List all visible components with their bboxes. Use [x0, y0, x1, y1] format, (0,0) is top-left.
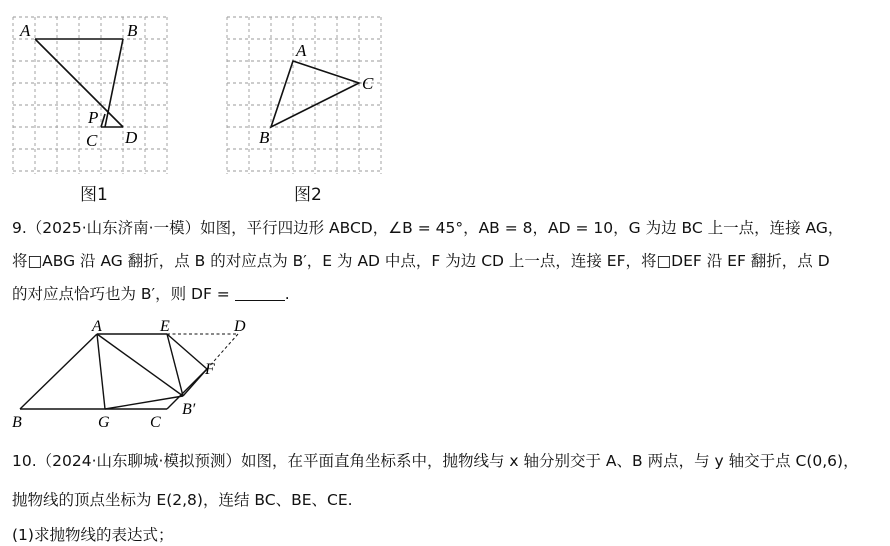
label-E: E [160, 318, 170, 335]
label-B-prime: B′ [182, 401, 196, 418]
q9-line-1: 9.（2025·山东济南·一模）如图，平行四边形 ABCD，∠B = 45°，AB = 8，AD = 10，G 为边 BC 上一点，连接 AG， [12, 219, 844, 237]
q10-line-1: 10.（2024·山东聊城·模拟预测）如图，在平面直角坐标系中，抛物线与 x 轴分别交于 A、B 两点，与 y 轴交于点 C(0,6)， [12, 452, 859, 470]
label-P: P [88, 108, 99, 127]
q10-line-2: 抛物线的顶点坐标为 E(2,8)，连结 BC、BE、CE. [12, 491, 353, 509]
q10-part-1: (1)求抛物线的表达式； [12, 526, 174, 544]
label-G: G [98, 414, 110, 431]
label-C: C [86, 131, 98, 150]
figure-2 [224, 14, 389, 179]
figure-3 [10, 316, 270, 432]
q9-line-3-end: . [284, 285, 290, 303]
dashed-lines [167, 334, 238, 369]
label-B: B [12, 414, 22, 431]
parallelogram-lines [20, 334, 207, 409]
label-A: A [296, 41, 307, 60]
label-A: A [20, 21, 31, 40]
answer-blank[interactable] [235, 286, 285, 301]
q9-line-3 [12, 284, 290, 304]
label-F: F [205, 361, 215, 378]
q9-line-2: 将□ABG 沿 AG 翻折，点 B 的对应点为 B′，E 为 AD 中点，F 为边 CD 上一点，连接 EF，将□DEF 沿 EF 翻折，点 D [12, 252, 830, 270]
label-C: C [362, 74, 374, 93]
figure-1 [10, 14, 175, 179]
label-D: D [234, 318, 246, 335]
label-C: C [150, 414, 161, 431]
label-A: A [92, 318, 102, 335]
figure-2-caption: 图2 [294, 185, 322, 205]
figure-1-caption: 图1 [80, 185, 108, 205]
label-B: B [127, 21, 138, 40]
q9-line-3-text: 的对应点恰巧也为 B′，则 DF = [12, 285, 230, 303]
label-D: D [125, 128, 138, 147]
triangle-abc [271, 61, 359, 127]
label-B: B [259, 128, 270, 147]
